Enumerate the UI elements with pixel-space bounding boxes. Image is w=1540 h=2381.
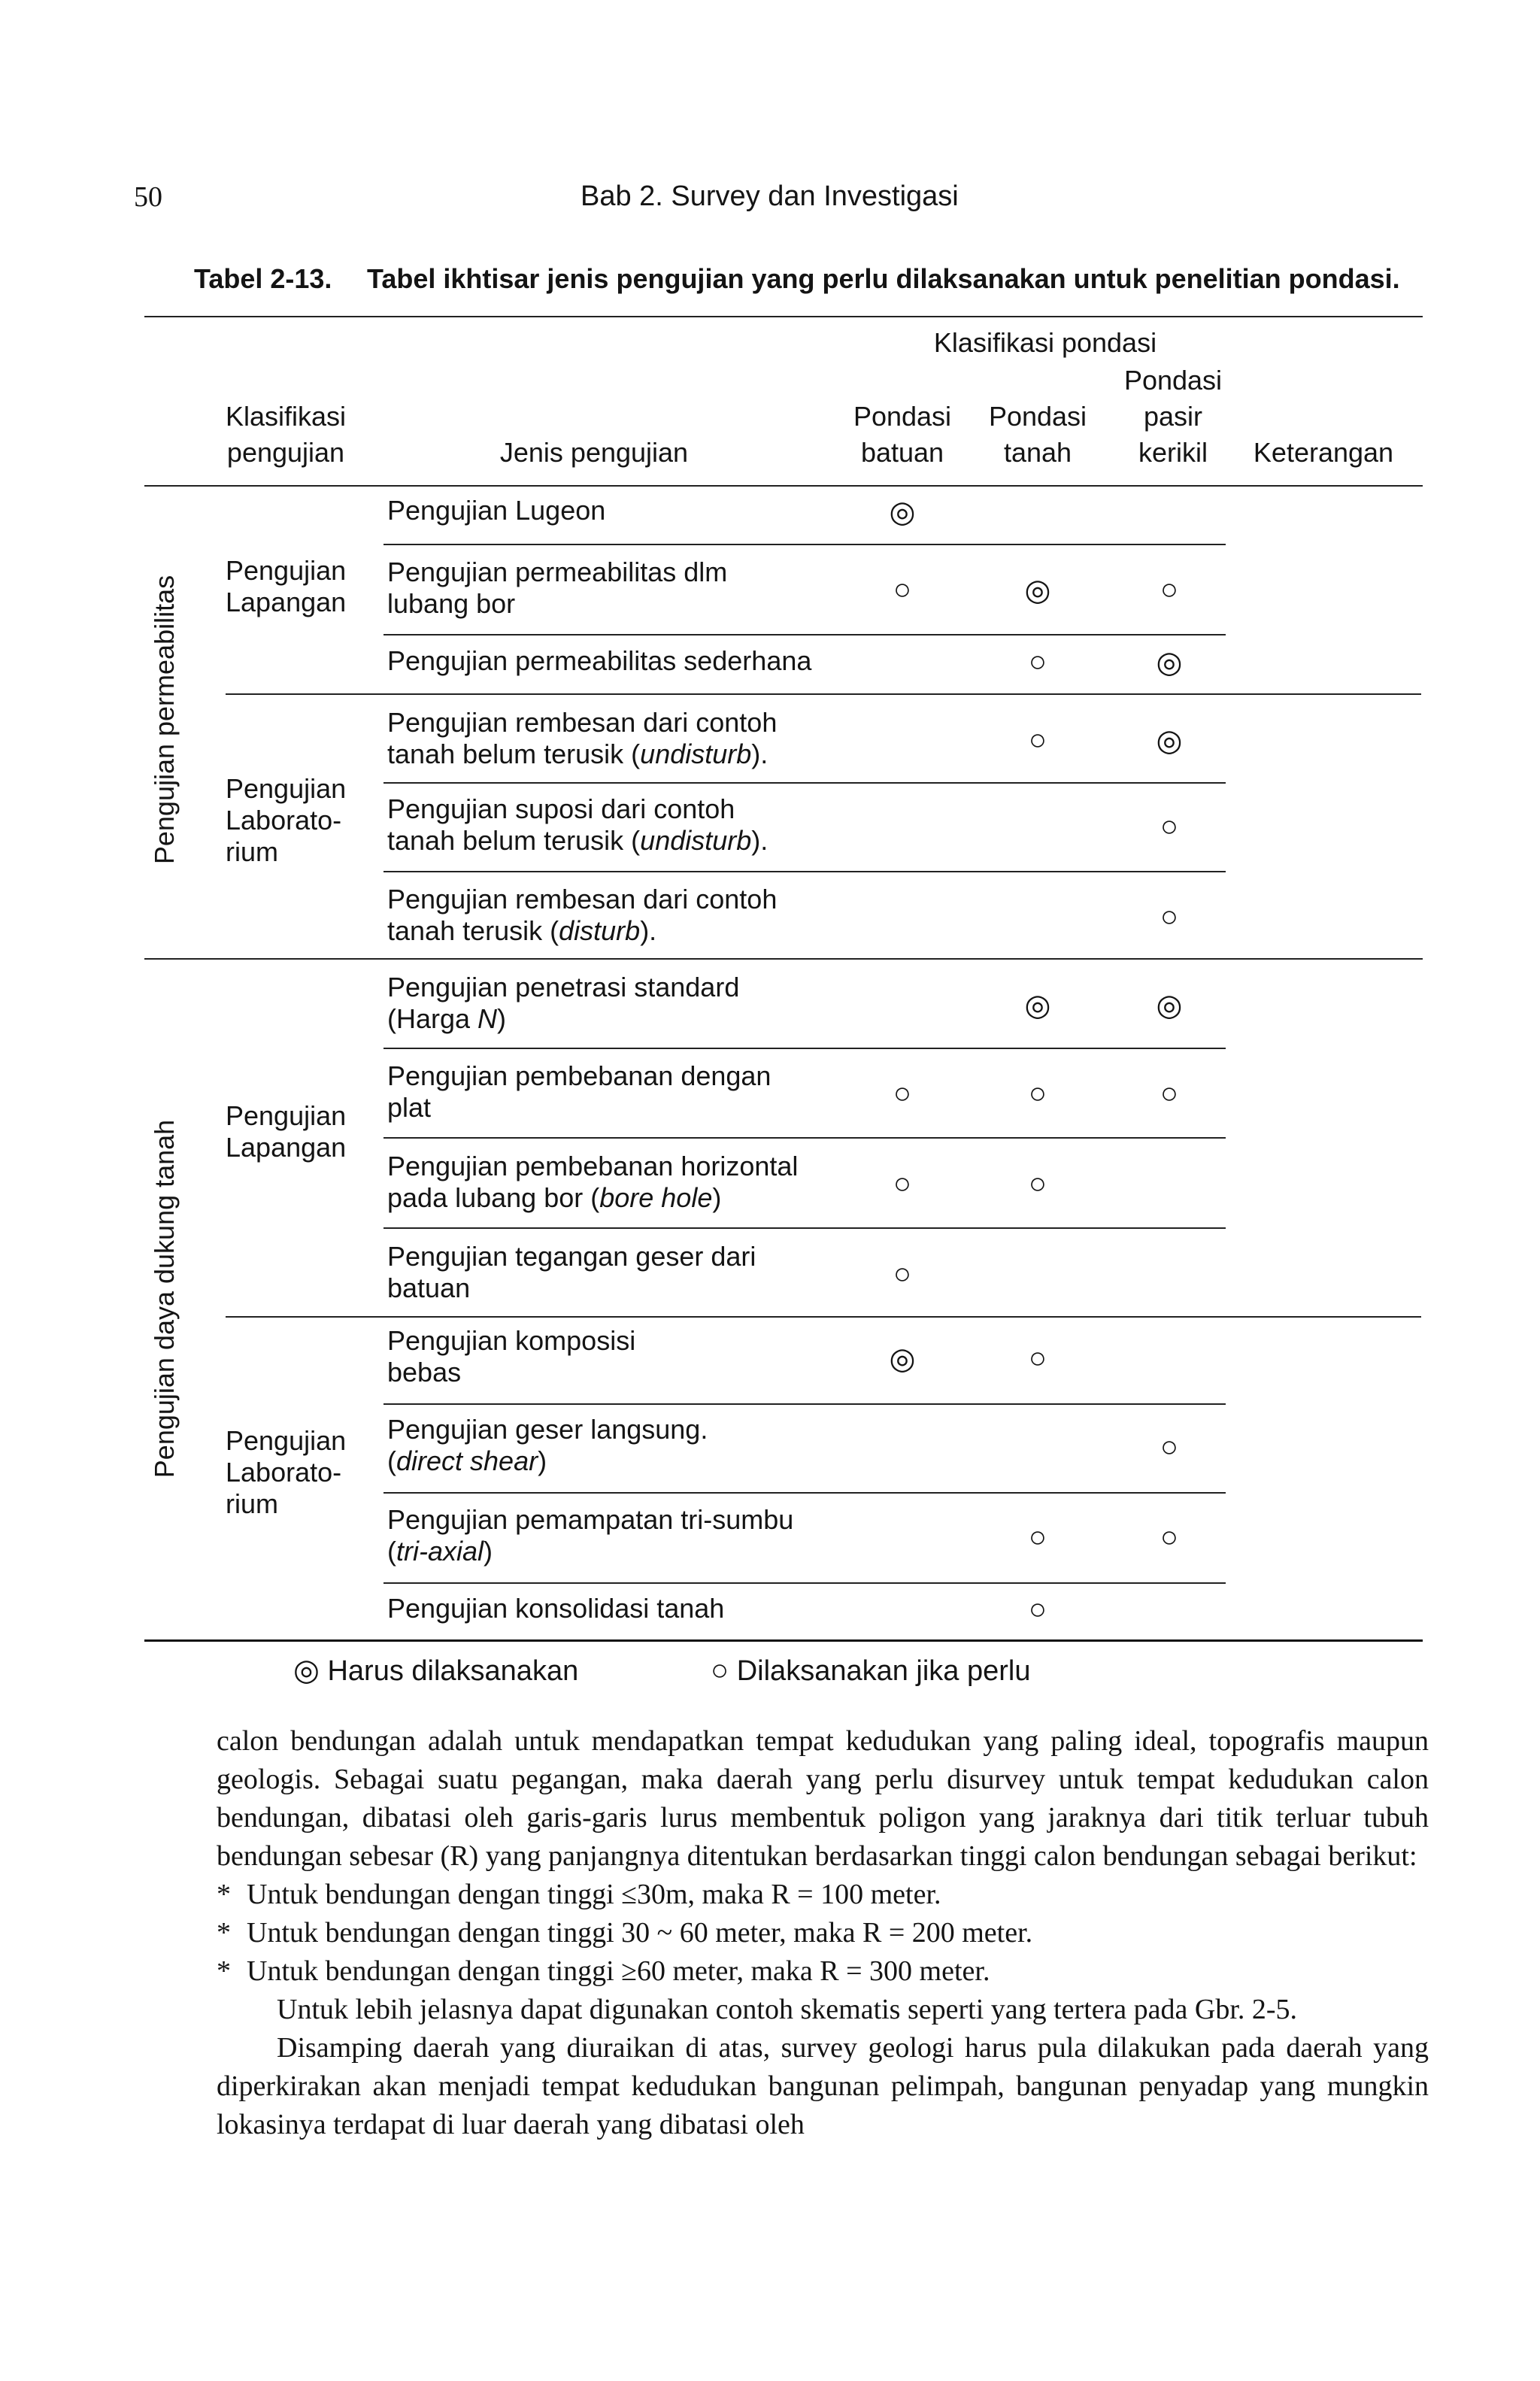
table-bottom-rule (144, 1639, 1423, 1642)
group-daya-dukung: Pengujian daya dukung tanah (149, 1119, 180, 1479)
mark-kerikil-icon: ◎ (1156, 646, 1183, 679)
row-test-name: Pengujian tegangan geser dari batuan (387, 1241, 756, 1303)
mark-kerikil-icon: ○ (1160, 1077, 1179, 1110)
col-pondasi-kerikil: Pondasi pasir kerikil (1123, 365, 1223, 468)
mark-tanah-icon: ◎ (1024, 574, 1051, 607)
row-test-name: Pengujian Lugeon (387, 495, 606, 526)
subgroup-lab-2: Pengujian Laborato- rium (226, 1425, 347, 1519)
subgroup-lapangan-1: Pengujian Lapangan (226, 555, 347, 617)
double-circle-icon: ◎ (293, 1654, 320, 1687)
mark-tanah-icon: ◎ (1024, 989, 1051, 1022)
mark-batuan-icon: ◎ (889, 496, 916, 529)
table-caption-label: Tabel 2-13. (194, 263, 332, 294)
row-test-name: Pengujian permeabilitas sederhana (387, 645, 812, 676)
mark-batuan-icon: ○ (893, 573, 912, 606)
row-sep (226, 1316, 1421, 1318)
table-caption-text: Tabel ikhtisar jenis pengujian yang perlu dilaksanakan untuk penelitian pondasi. (367, 263, 1400, 294)
row-sep (383, 782, 1226, 784)
mark-kerikil-icon: ○ (1160, 573, 1179, 606)
row-test-name: Pengujian konsolidasi tanah (387, 1593, 725, 1624)
mark-tanah-icon: ○ (1028, 1077, 1047, 1110)
row-test-name: Pengujian geser langsung. (direct shear) (387, 1414, 708, 1476)
mark-kerikil-icon: ◎ (1156, 724, 1183, 757)
row-test-name: Pengujian penetrasi standard (Harga N) (387, 972, 740, 1034)
paragraph: Disamping daerah yang diuraikan di atas, survey geologi harus pula dilakukan pada daerah yang diperkirakan akan menjadi tempat kedudukan bangunan pelimpah, bangunan penyadap yang mungkin lokasinya terdapat di luar daerah yang dibatasi oleh (217, 2032, 1429, 2140)
col-klasifikasi-pengujian: Klasifikasi pengujian (225, 401, 347, 468)
row-sep (383, 634, 1226, 635)
col-pondasi-batuan: Pondasi batuan (853, 401, 952, 468)
subgroup-lab-1: Pengujian Laborato- rium (226, 773, 347, 867)
mark-kerikil-icon: ◎ (1156, 989, 1183, 1022)
row-test-name: Pengujian pembebanan horizontal pada lubang bor (bore hole) (387, 1151, 799, 1213)
row-sep (383, 1137, 1226, 1139)
row-test-name: Pengujian pembebanan dengan plat (387, 1060, 772, 1123)
row-sep (383, 1048, 1226, 1049)
mark-tanah-icon: ○ (1028, 645, 1047, 678)
paragraph: calon bendungan adalah untuk mendapatkan tempat kedudukan yang paling ideal, topografis maupun geologis. Sebagai suatu pegangan, maka daerah yang perlu disurvey untuk tempat kedudukan calon bendungan, dibatasi oleh garis-garis lurus membentuk poligon yang jaraknya dari titik terluar tubuh bendungan sebesar (R) yang panjangnya ditentukan berdasarkan tinggi calon bendungan sebagai berikut: (217, 1725, 1429, 1872)
subgroup-lapangan-2: Pengujian Lapangan (226, 1100, 347, 1163)
row-test-name: Pengujian permeabilitas dlm lubang bor (387, 557, 728, 619)
row-sep (383, 1492, 1226, 1494)
mark-kerikil-icon: ○ (1160, 900, 1179, 933)
mark-batuan-icon: ○ (893, 1077, 912, 1110)
bullet-item: * Untuk bendungan dengan tinggi ≤30m, maka R = 100 meter. (217, 1879, 941, 1910)
mark-batuan-icon: ◎ (889, 1342, 916, 1376)
mark-kerikil-icon: ○ (1160, 810, 1179, 843)
legend-jika: ○ Dilaksanakan jika perlu (711, 1654, 1031, 1687)
mark-tanah-icon: ○ (1028, 1593, 1047, 1626)
mark-tanah-icon: ○ (1028, 1521, 1047, 1554)
row-test-name: Pengujian rembesan dari contoh tanah terusik (disturb). (387, 884, 778, 946)
bullet-item: * Untuk bendungan dengan tinggi 30 ~ 60 meter, maka R = 200 meter. (217, 1917, 1033, 1949)
page-number: 50 (134, 181, 162, 213)
row-sep (383, 544, 1226, 545)
legend-harus: ◎ Harus dilaksanakan (293, 1654, 579, 1687)
row-sep (383, 1403, 1226, 1405)
row-sep (383, 871, 1226, 872)
mark-tanah-icon: ○ (1028, 1167, 1047, 1200)
body-text (217, 1722, 1429, 2144)
table-top-rule (144, 316, 1423, 317)
circle-icon: ○ (711, 1654, 729, 1687)
mark-kerikil-icon: ○ (1160, 1521, 1179, 1554)
row-test-name: Pengujian rembesan dari contoh tanah belum terusik (undisturb). (387, 707, 778, 769)
header-bottom-rule (144, 485, 1423, 487)
col-klasifikasi-pondasi: Klasifikasi pondasi (933, 327, 1157, 358)
col-pondasi-tanah: Pondasi tanah (988, 401, 1087, 468)
row-sep (383, 1582, 1226, 1584)
running-title: Bab 2. Survey dan Investigasi (581, 180, 959, 212)
mark-tanah-icon: ○ (1028, 723, 1047, 757)
row-test-name: Pengujian suposi dari contoh tanah belum terusik (undisturb). (387, 793, 768, 856)
mark-batuan-icon: ○ (893, 1167, 912, 1200)
row-sep (226, 693, 1421, 695)
mark-tanah-icon: ○ (1028, 1342, 1047, 1375)
row-test-name: Pengujian komposisi bebas (387, 1325, 636, 1388)
col-keterangan: Keterangan (1253, 437, 1394, 468)
group-permeabilitas: Pengujian permeabilitas (149, 575, 180, 865)
mark-batuan-icon: ○ (893, 1257, 912, 1291)
col-jenis-pengujian: Jenis pengujian (499, 437, 689, 468)
section-sep (144, 958, 1423, 960)
bullet-item: * Untuk bendungan dengan tinggi ≥60 meter, maka R = 300 meter. (217, 1955, 990, 1987)
row-sep (383, 1227, 1226, 1229)
paragraph: Untuk lebih jelasnya dapat digunakan contoh skematis seperti yang tertera pada Gbr. 2-5. (277, 1994, 1298, 2025)
row-test-name: Pengujian pemampatan tri-sumbu (tri-axial) (387, 1504, 794, 1567)
mark-kerikil-icon: ○ (1160, 1430, 1179, 1463)
